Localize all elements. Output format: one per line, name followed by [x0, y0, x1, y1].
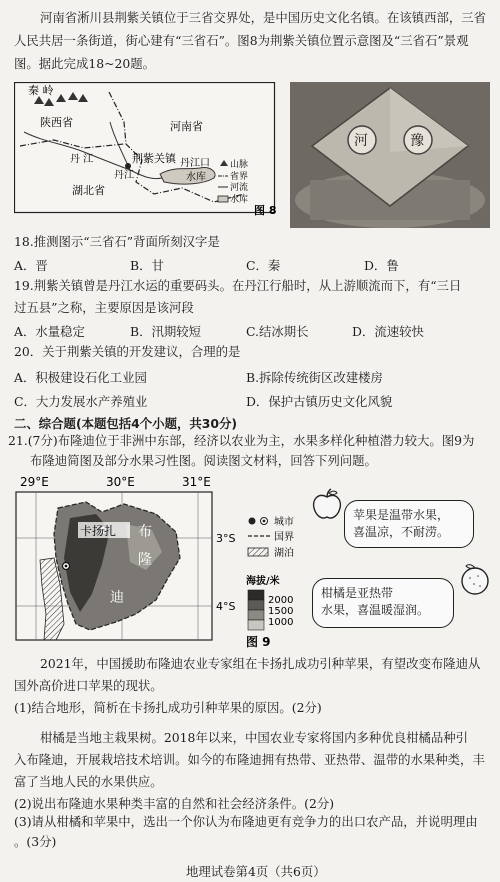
q18-option-a: A．晋: [14, 258, 48, 273]
map-char-bu: 布: [138, 524, 152, 540]
map-char-di: 迪: [110, 590, 124, 606]
q21-sub1: (1)结合地形，简析在卡扬扎成功引种苹果的原因。(2分): [14, 700, 322, 715]
legend-elev-1500: 1500: [268, 606, 294, 617]
para2-line-1: 柑橘是当地主栽果树。2018年以来，中国农业专家将国内多种优良柑橘品种引: [40, 730, 469, 745]
legend-border: 省界: [230, 172, 249, 182]
q18-option-b: B．甘: [130, 258, 164, 273]
legend-mountain: 山脉: [230, 160, 249, 170]
fig9-caption: 图 9: [246, 635, 271, 649]
citrus-text-line-1: 柑橘是亚热带: [321, 586, 394, 600]
q18-stem: 18.推测图示“三省石”背面所刻汉字是: [14, 234, 220, 249]
label-shaanxi: 陕西省: [40, 116, 73, 129]
stone-char-left: 河: [354, 133, 368, 149]
lon-label-31: 31°E: [182, 475, 211, 489]
q21-sub3-line-2: 。(3分): [14, 834, 57, 849]
label-hubei: 湖北省: [72, 184, 105, 197]
label-jingziguan: 荆紫关镇: [132, 152, 176, 165]
legend-lake: 湖泊: [274, 548, 294, 559]
apple-text-line-2: 喜温凉，不耐涝。: [353, 525, 450, 539]
intro-line-1: 河南省淅川县荆紫关镇位于三省交界处，是中国历史文化名镇。在该镇西部，三省: [40, 10, 487, 25]
fig9-legend: [246, 515, 294, 630]
para2-line-2: 入布隆迪，开展栽培技术培训。如今的布隆迪拥有热带、亚热带、温带的水果种类，丰: [14, 752, 485, 767]
three-province-stone-photo: [290, 82, 490, 228]
citrus-habit-bubble: [312, 578, 454, 628]
q21-stem-line-2: 布隆迪简图及部分水果习性图。阅读图文材料，回答下列问题。: [30, 453, 377, 468]
intro-line-2: 人民共居一条街道，街心建有“三省石”。图8为荆紫关镇位置示意图及“三省石”景观: [14, 33, 469, 48]
q19-option-c: C.结冰期长: [246, 324, 309, 339]
label-danjiang: 丹江: [114, 170, 134, 181]
legend-elev-2000: 2000: [268, 595, 294, 606]
legend-elevation-title: 海拔/米: [246, 576, 280, 587]
citrus-text-line-2: 水果，喜温暖湿润。: [321, 603, 430, 617]
para2-line-3: 富了当地人民的水果供应。: [14, 774, 163, 789]
para1-line-1: 2021年，中国援助布隆迪农业专家组在卡扬扎成功引种苹果，有望改变布隆迪从: [40, 656, 481, 671]
q20-option-d: D．保护古镇历史文化风貌: [246, 394, 393, 409]
lon-label-29: 29°E: [20, 475, 49, 489]
label-reservoir: 水库: [186, 172, 206, 183]
map-char-long: 隆: [138, 552, 152, 568]
legend-river: 河流: [230, 183, 249, 193]
page-footer: 地理试卷第4页（共6页）: [186, 864, 326, 879]
q21-stem-line-1: 21.(7分)布隆迪位于非洲中东部，经济以农业为主，水果多样化种植潜力较大。图9为: [8, 433, 475, 448]
q19-option-a: A．水量稳定: [14, 324, 85, 339]
q19-stem-line-2: 过五县”之称，主要原因是该河段: [14, 300, 194, 315]
legend-elev-1000: 1000: [268, 617, 294, 628]
label-henan: 河南省: [170, 120, 203, 133]
label-danjiangkou: 丹江口: [180, 158, 210, 169]
fig8-location-map: [14, 82, 294, 222]
legend-national-border: 国界: [274, 532, 294, 543]
q21-sub3-line-1: (3)请从柑橘和苹果中，选出一个你认为布隆迪更有竞争力的出口农产品，并说明理由: [14, 814, 478, 829]
jingziguan-marker: [125, 163, 131, 169]
label-river: 丹 江: [70, 154, 94, 165]
label-qinling: 秦 岭: [28, 84, 54, 97]
q20-option-b: B.拆除传统街区改建楼房: [246, 370, 383, 385]
legend-reservoir: 水库: [230, 195, 249, 205]
q19-option-d: D．流速较快: [352, 324, 424, 339]
apple-icon: [310, 488, 344, 522]
q19-stem-line-1: 19.荆紫关镇曾是丹江水运的重要码头。在丹江行船时，从上游顺流而下，有“三日: [14, 278, 462, 293]
stone-char-right: 豫: [410, 133, 424, 149]
lon-label-30: 30°E: [106, 475, 135, 489]
legend-city: 城市: [274, 517, 294, 528]
q19-option-b: B．汛期较短: [130, 324, 202, 339]
apple-habit-bubble: [344, 500, 474, 548]
para1-line-2: 国外高价进口苹果的现状。: [14, 678, 163, 693]
q21-sub2: (2)说出布隆迪水果种类丰富的自然和社会经济条件。(2分): [14, 796, 335, 811]
section-2-title: 二、综合题(本题包括4个小题，共30分): [14, 416, 238, 431]
q20-option-a: A．积极建设石化工业园: [14, 370, 147, 385]
lat-label-4s: 4°S: [216, 600, 236, 613]
lat-label-3s: 3°S: [216, 532, 236, 545]
q20-option-c: C．大力发展水产养殖业: [14, 394, 148, 409]
city-kayanza: 卡扬扎: [80, 524, 117, 538]
apple-text-line-1: 苹果是温带水果，: [353, 508, 450, 522]
q18-option-d: D．鲁: [364, 258, 399, 273]
fig8-caption: 图 8: [254, 204, 277, 217]
fig9-burundi-map: [6, 474, 306, 649]
q18-option-c: C．秦: [246, 258, 281, 273]
citrus-icon: [458, 562, 492, 596]
q20-stem: 20．关于荆紫关镇的开发建议，合理的是: [14, 344, 241, 359]
intro-line-3: 图。据此完成18~20题。: [14, 56, 156, 71]
